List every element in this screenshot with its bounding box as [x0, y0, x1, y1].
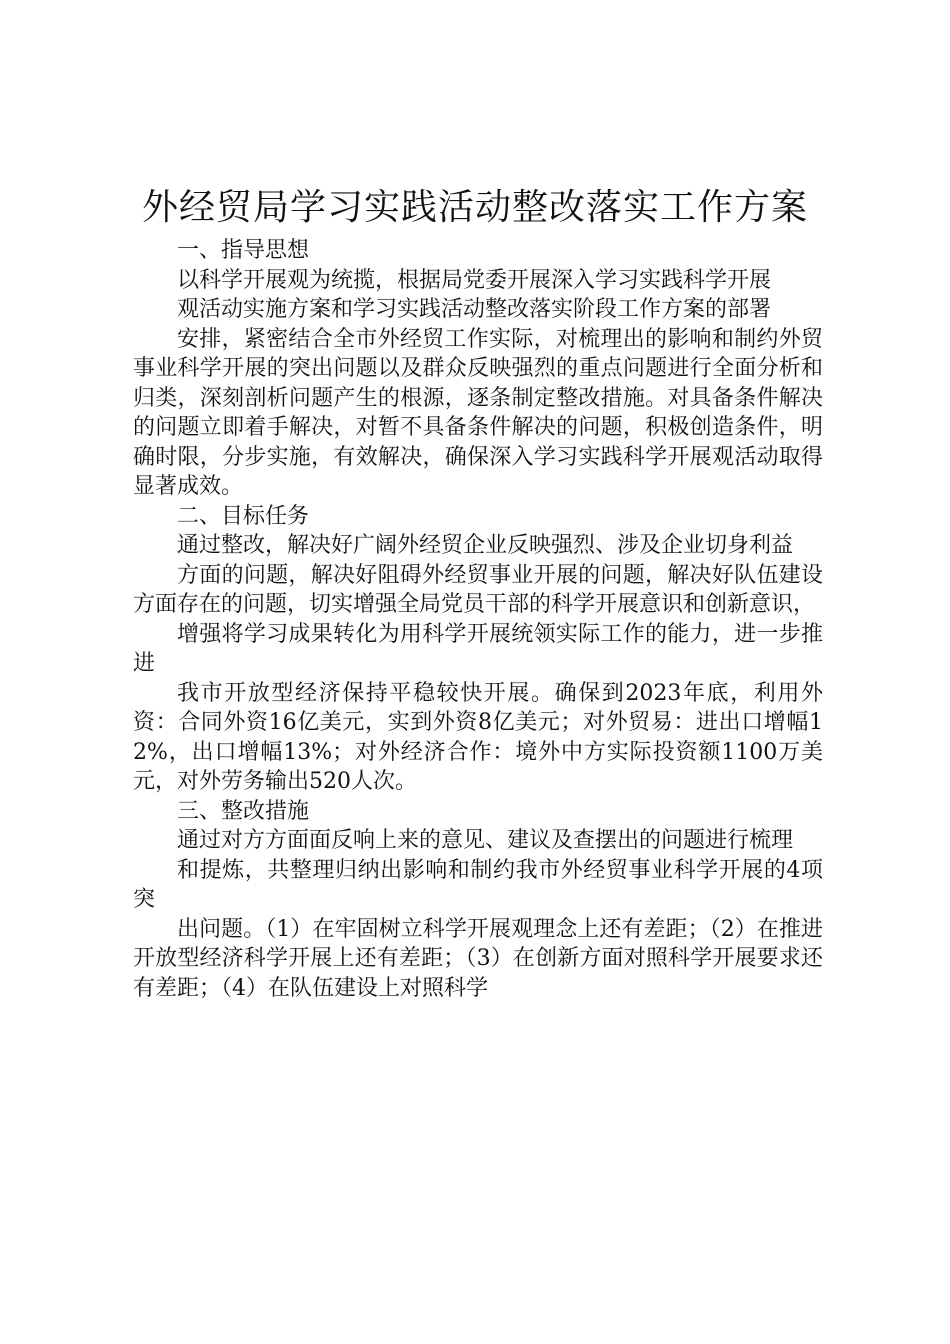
- paragraph: 以科学开展观为统揽，根据局党委开展深入学习实践科学开展: [177, 267, 772, 293]
- paragraph: 增强将学习成果转化为用科学开展统领实际工作的能力，进一步推进: [133, 621, 823, 676]
- section-heading-rectification-measures: 三、整改措施: [177, 798, 310, 824]
- paragraph: 出问题。（1）在牢固树立科学开展观理念上还有差距；（2）在推进开放型经济科学开展上还有差距；（3）在创新方面对照科学开展要求还有差距；（4）在队伍建设上对照科学: [133, 916, 823, 1001]
- document-title: 外经贸局学习实践活动整改落实工作方案: [141, 187, 808, 228]
- paragraph: 安排，紧密结合全市外经贸工作实际，对梳理出的影响和制约外贸事业科学开展的突出问题以及群众反映强烈的重点问题进行全面分析和归类，深刻剖析问题产生的根源，逐条制定整改措施。对具备条件解决的问题立即着手解决，对暂不具备条件解决的问题，积极创造条件，明确时限，分步实施，有效解决，确保深入学习实践科学开展观活动取得显著成效。: [133, 326, 823, 499]
- section-heading-goals-tasks: 二、目标任务: [177, 503, 310, 529]
- section-heading-guiding-ideology: 一、指导思想: [177, 238, 310, 263]
- paragraph: 我市开放型经济保持平稳较快开展。确保到2023年底，利用外资：合同外资16亿美元，实到外资8亿美元；对外贸易：进出口增幅12%，出口增幅13%；对外经济合作：境外中方实际投资额1100万美元，对外劳务输出520人次。: [133, 680, 823, 794]
- paragraph: 通过整改，解决好广阔外经贸企业反映强烈、涉及企业切身利益: [177, 533, 794, 558]
- paragraph: 方面的问题，解决好阻碍外经贸事业开展的问题，解决好队伍建设方面存在的问题，切实增强全局党员干部的科学开展意识和创新意识，: [133, 562, 823, 617]
- paragraph: 观活动实施方案和学习实践活动整改落实阶段工作方案的部署: [177, 297, 772, 322]
- paragraph: 通过对方方面面反响上来的意见、建议及查摆出的问题进行梳理: [177, 828, 794, 853]
- paragraph: 和提炼，共整理归纳出影响和制约我市外经贸事业科学开展的4项突: [133, 857, 823, 912]
- document-body: [133, 236, 823, 1003]
